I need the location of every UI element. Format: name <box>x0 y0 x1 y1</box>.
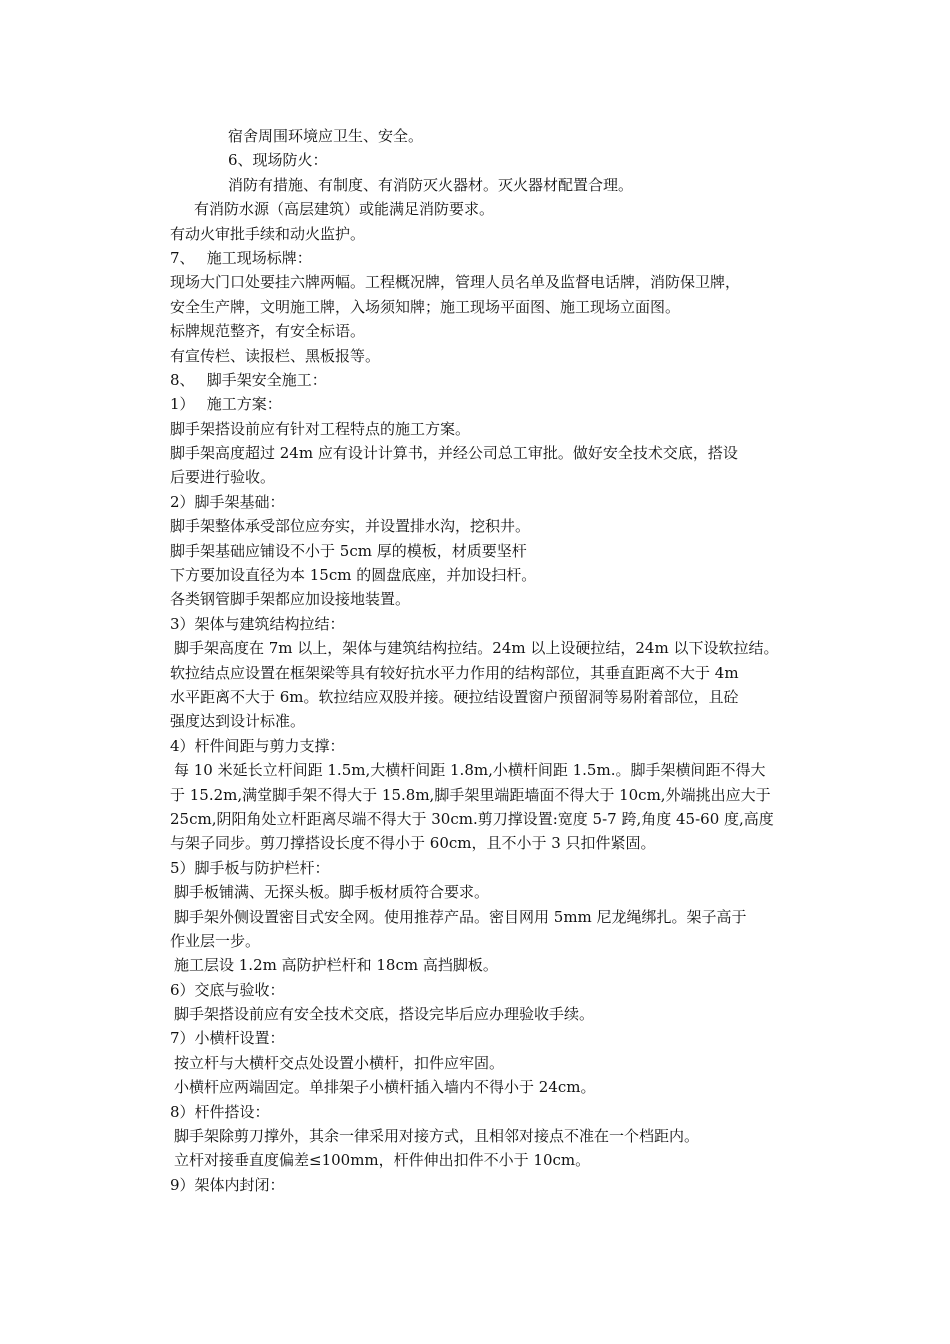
document-line: 4）杆件间距与剪力支撑： <box>170 736 345 755</box>
document-line: 标牌规范整齐，有安全标语。 <box>170 322 366 341</box>
document-line: 脚手架基础应铺设不小于 5cm 厚的模板，材质要坚杆 <box>170 541 527 560</box>
document-line: 每 10 米延长立杆间距 1.5m,大横杆间距 1.8m,小横杆间距 1.5m.。脚手架横间距不得大 <box>174 761 766 780</box>
document-line: 现场大门口处要挂六牌两幅。工程概况牌，管理人员名单及监督电话牌，消防保卫牌， <box>170 273 741 292</box>
document-body <box>170 124 830 1197</box>
document-line: 3）架体与建筑结构拉结： <box>170 614 345 633</box>
document-line: 6、现场防火： <box>228 151 328 170</box>
document-line: 水平距离不大于 6m。软拉结应双股并接。硬拉结设置窗户预留洞等易附着部位，且砼 <box>170 687 739 706</box>
document-line: 施工层设 1.2m 高防护栏杆和 18cm 高挡脚板。 <box>174 956 498 975</box>
document-line: 消防有措施、有制度、有消防灭火器材。灭火器材配置合理。 <box>228 175 634 194</box>
document-line: 6）交底与验收： <box>170 980 285 999</box>
document-line: 与架子同步。剪刀撑搭设长度不得小于 60cm，且不小于 3 只扣件紧固。 <box>170 834 656 853</box>
document-line: 8）杆件搭设： <box>170 1102 270 1121</box>
document-line: 2）脚手架基础： <box>170 492 285 511</box>
document-line: 脚手架整体承受部位应夯实，并设置排水沟，挖积井。 <box>170 517 531 536</box>
document-line: 脚手架高度超过 24m 应有设计计算书，并经公司总工审批。做好安全技术交底，搭设 <box>170 444 738 463</box>
document-line: 25cm,阴阳角处立杆距离尽端不得大于 30cm.剪刀撑设置:宽度 5-7 跨,角度 45-60 度,高度 <box>170 809 774 828</box>
document-line: 强度达到设计标准。 <box>170 712 306 731</box>
document-line: 后要进行验收。 <box>170 468 276 487</box>
document-line: 有消防水源（高层建筑）或能满足消防要求。 <box>194 200 495 219</box>
document-line: 脚手板铺满、无探头板。脚手板材质符合要求。 <box>174 883 490 902</box>
document-line: 有动火审批手续和动火监护。 <box>170 224 366 243</box>
document-line: 下方要加设直径为本 15cm 的圆盘底座，并加设扫杆。 <box>170 566 537 585</box>
document-line: 有宣传栏、读报栏、黑板报等。 <box>170 346 381 365</box>
document-line: 7、 施工现场标牌： <box>170 248 312 267</box>
document-line: 立杆对接垂直度偏差≤100mm，杆件伸出扣件不小于 10cm。 <box>174 1151 591 1170</box>
document-line: 脚手架除剪刀撑外，其余一律采用对接方式，且相邻对接点不准在一个档距内。 <box>174 1127 700 1146</box>
document-line: 于 15.2m,满堂脚手架不得大于 15.8m,脚手架里端距墙面不得大于 10cm,外端挑出应大于 <box>170 785 771 804</box>
document-line: 按立杆与大横杆交点处设置小横杆，扣件应牢固。 <box>174 1053 505 1072</box>
document-line: 8、 脚手架安全施工： <box>170 370 327 389</box>
document-line: 作业层一步。 <box>170 931 261 950</box>
document-line: 安全生产牌，文明施工牌，入场须知牌；施工现场平面图、施工现场立面图。 <box>170 297 681 316</box>
document-line: 脚手架搭设前应有安全技术交底，搭设完毕后应办理验收手续。 <box>174 1005 595 1024</box>
document-line: 软拉结点应设置在框架梁等具有较好抗水平力作用的结构部位，其垂直距离不大于 4m <box>170 663 739 682</box>
document-line: 1） 施工方案： <box>170 395 282 414</box>
document-line: 7）小横杆设置： <box>170 1029 285 1048</box>
document-line: 宿舍周围环境应卫生、安全。 <box>228 127 424 145</box>
document-line: 脚手架搭设前应有针对工程特点的施工方案。 <box>170 419 471 438</box>
document-line: 9）架体内封闭： <box>170 1175 285 1194</box>
document-line: 5）脚手板与防护栏杆： <box>170 858 330 877</box>
document-line: 小横杆应两端固定。单排架子小横杆插入墙内不得小于 24cm。 <box>174 1078 596 1097</box>
document-line: 各类钢管脚手架都应加设接地装置。 <box>170 590 411 609</box>
document-line: 脚手架高度在 7m 以上，架体与建筑结构拉结。24m 以上设硬拉结，24m 以下设软拉结。 <box>174 639 779 658</box>
document-line: 脚手架外侧设置密目式安全网。使用推荐产品。密目网用 5mm 尼龙绳绑扎。架子高于 <box>174 907 747 926</box>
